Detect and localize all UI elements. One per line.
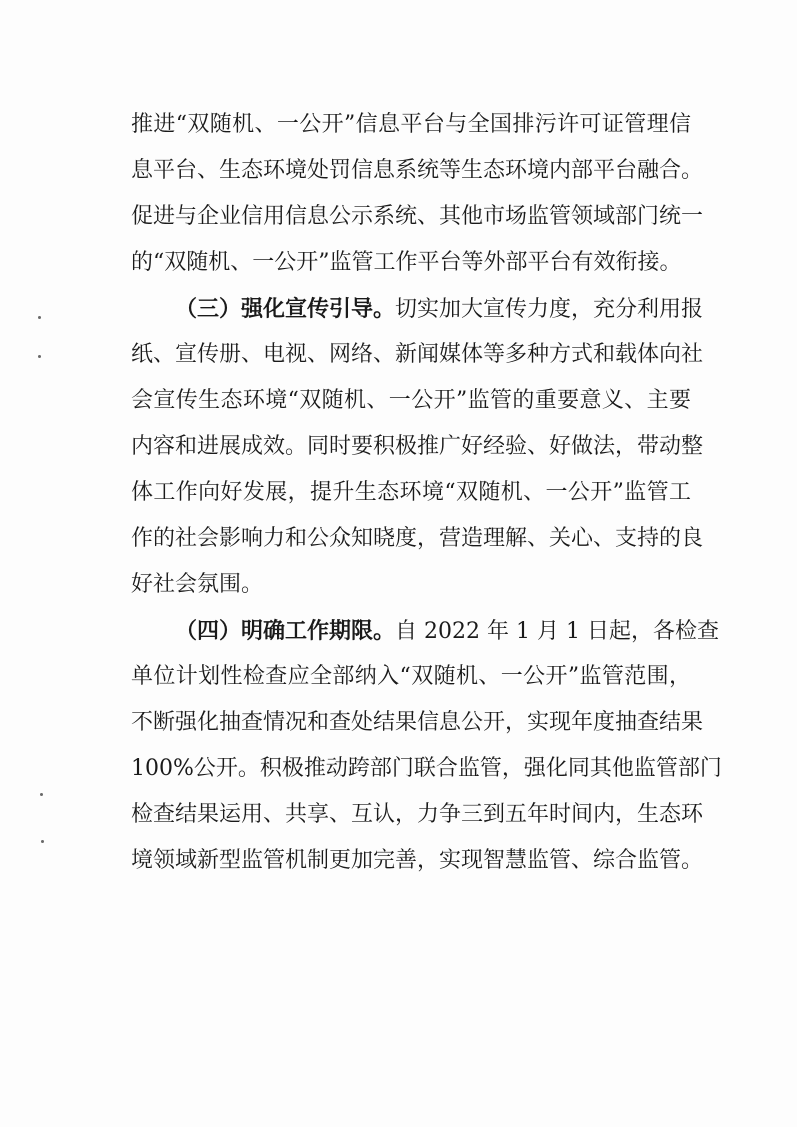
paragraph-line: 纸、宣传册、电视、网络、新闻媒体等多种方式和载体向社 xyxy=(131,342,704,367)
paragraph-line: 内容和进展成效。同时要积极推广好经验、好做法，带动整 xyxy=(131,434,704,459)
paragraph-line-rest: 自 2022 年 1 月 1 日起，各检查 xyxy=(395,619,719,644)
paragraph-line: 的“双随机、一公开”监管工作平台等外部平台有效衔接。 xyxy=(131,250,682,275)
paragraph-publicity-guidance xyxy=(131,286,704,608)
document-body xyxy=(131,102,722,884)
paragraph-line: 境领域新型监管机制更加完善，实现智慧监管、综合监管。 xyxy=(131,848,704,873)
binding-hole-mark xyxy=(38,355,41,358)
paragraph-line: 促进与企业信用信息公示系统、其他市场监管领域部门统一 xyxy=(131,204,704,229)
paragraph-line: 检查结果运用、共享、互认，力争三到五年时间内，生态环 xyxy=(131,802,704,827)
paragraph-work-deadline xyxy=(131,608,722,884)
paragraph-line: 不断强化抽查情况和查处结果信息公开，实现年度抽查结果 xyxy=(131,710,704,735)
binding-hole-mark xyxy=(41,840,44,843)
binding-hole-mark xyxy=(40,793,43,796)
paragraph-line: 体工作向好发展，提升生态环境“双随机、一公开”监管工 xyxy=(131,480,691,505)
paragraph-line: 好社会氛围。 xyxy=(131,572,264,597)
section-heading-deadline: （四）明确工作期限。 xyxy=(175,618,396,644)
paragraph-first-line xyxy=(131,286,704,332)
paragraph-line-rest: 切实加大宣传力度，充分利用报 xyxy=(395,297,704,322)
binding-hole-mark xyxy=(38,316,41,319)
paragraph-line: 推进“双随机、一公开”信息平台与全国排污许可证管理信 xyxy=(131,112,691,137)
paragraph-line: 息平台、生态环境处罚信息系统等生态环境内部平台融合。 xyxy=(131,158,704,183)
section-heading-publicity: （三）强化宣传引导。 xyxy=(175,296,396,322)
paragraph-line: 作的社会影响力和公众知晓度，营造理解、关心、支持的良 xyxy=(131,526,704,551)
paragraph-platform-integration xyxy=(131,102,704,286)
paragraph-line: 100%公开。积极推动跨部门联合监管，强化同其他监管部门 xyxy=(131,756,722,781)
paragraph-line: 会宣传生态环境“双随机、一公开”监管的重要意义、主要 xyxy=(131,388,691,413)
paragraph-line: 单位计划性检查应全部纳入“双随机、一公开”监管范围， xyxy=(131,664,691,689)
paragraph-first-line xyxy=(131,608,719,654)
